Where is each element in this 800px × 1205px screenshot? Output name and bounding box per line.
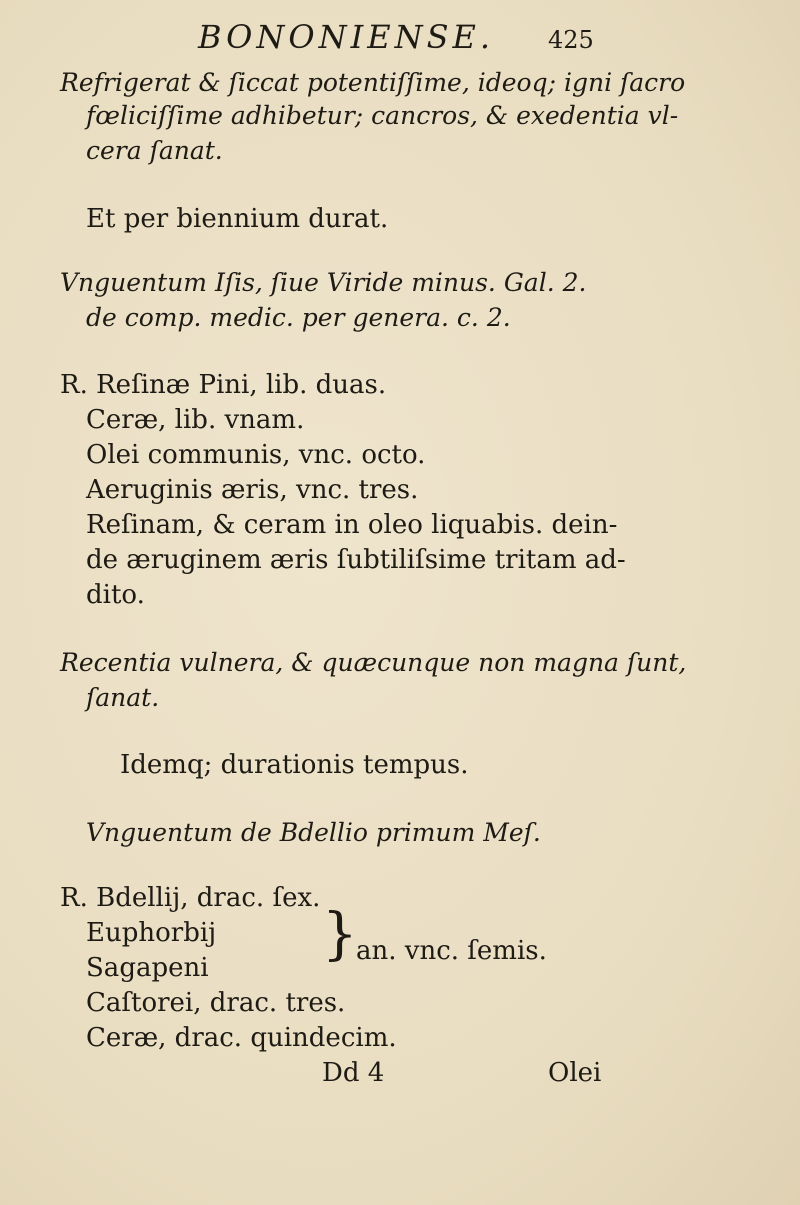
text-line: R. Bdellij, drac. ſex. [60,883,321,913]
recipe-title: Vnguentum de Bdellio primum Meſ. [86,818,541,847]
text-line: de æruginem æris ſubtiliſsime tritam ad- [86,545,626,575]
text-line: R. Reſinæ Pini, lib. duas. [60,370,387,400]
text-line: Olei communis, vnc. octo. [86,440,426,470]
text-line: Refrigerat & ſiccat potentiſſime, ideoq; igni ſacro [60,68,686,97]
text-line: fœliciſſime adhibetur; cancros, & exedentia vl- [86,101,679,130]
text-line: Idemq; durationis tempus. [120,750,469,780]
text-line: Reſinam, & ceram in oleo liquabis. dein- [86,510,618,540]
text-line: Ceræ, drac. quindecim. [86,1023,397,1053]
text-line: Caſtorei, drac. tres. [86,988,346,1018]
text-line: Recentia vulnera, & quæcunque non magna ſunt, [60,648,687,677]
brace-icon: } [322,902,358,967]
text-line: Euphorbij [86,918,217,948]
text-line: Aeruginis æris, vnc. tres. [86,475,419,505]
text-line: cera ſanat. [86,136,223,165]
page-number: 425 [548,26,594,54]
text-line: Sagapeni [86,953,209,983]
text-line: Et per biennium durat. [86,204,389,234]
text-line: Ceræ, lib. vnam. [86,405,305,435]
text-line: dito. [86,580,145,610]
text-line: de comp. medic. per genera. c. 2. [86,303,511,332]
running-header: BONONIENSE. [198,18,495,56]
catchword: Olei [548,1058,602,1088]
text-line: ſanat. [86,683,160,712]
recipe-title: Vnguentum Iſis, ſiue Viride minus. Gal. 2. [60,268,587,297]
signature-mark: Dd 4 [322,1058,385,1088]
text-line: an. vnc. ſemis. [356,936,547,966]
